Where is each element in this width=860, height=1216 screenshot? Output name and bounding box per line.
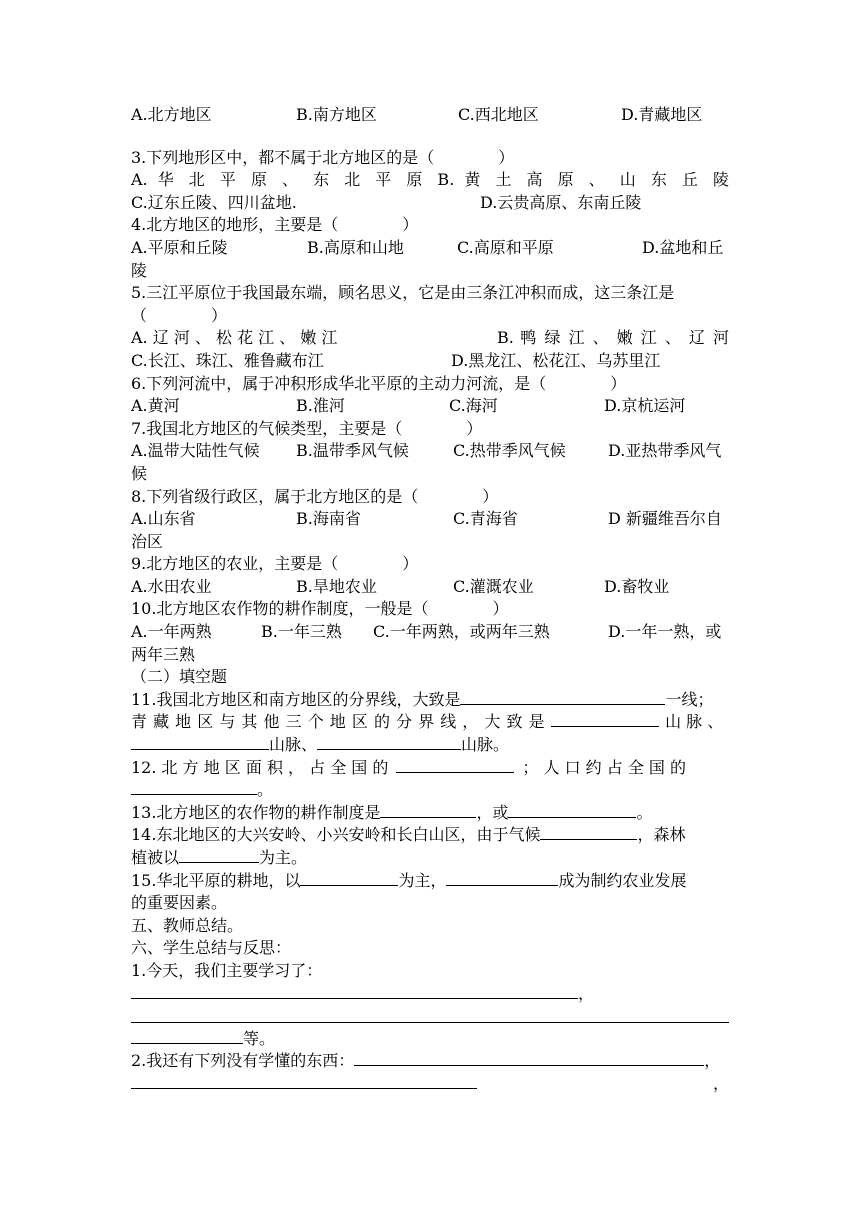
summary-1-line-3 — [131, 1028, 729, 1051]
q11-text-b: 一线； — [665, 689, 714, 709]
q11-text-a: 11.我国北方地区和南方地区的分界线，大致是 — [131, 689, 461, 709]
q11-text-f: 山脉。 — [461, 735, 510, 755]
summary-1-end: 等。 — [243, 1028, 276, 1048]
q3-options-cd — [131, 192, 729, 215]
q12-text-a: 12. 北 方 地 区 面 积 ， 占 全 国 的 — [131, 757, 389, 777]
q8-option-b: B.海南省 — [296, 509, 361, 529]
summary-1-stem: 1.今天，我们主要学习了： — [131, 960, 323, 980]
q4-option-c: C.高原和平原 — [457, 237, 554, 257]
q11-blank-1[interactable] — [460, 689, 665, 705]
q4-wrap: 陵 — [131, 260, 148, 280]
summary-1-blank-3[interactable] — [131, 1028, 243, 1044]
q9-option-c: C.灌溉农业 — [453, 576, 534, 596]
q15-blank-1[interactable] — [300, 870, 398, 886]
q11-line-2 — [131, 711, 729, 734]
q10-option-c: C.一年两熟，或两年三熟 — [373, 622, 550, 642]
worksheet — [131, 104, 729, 1096]
summary-1-comma: ， — [578, 983, 595, 1003]
q13-line — [131, 802, 729, 825]
q11-text-e: 山脉、 — [269, 735, 318, 755]
q9-option-a: A.水田农业 — [131, 576, 212, 596]
q12-text-b: ； 人 口 约 占 全 国 的 — [522, 757, 687, 777]
q10-wrap: 两年三熟 — [131, 644, 196, 664]
q14-blank-1[interactable] — [540, 824, 637, 840]
q6-option-c: C.海河 — [449, 396, 498, 416]
q7-option-b: B.温带季风气候 — [296, 441, 409, 461]
q14-line-2 — [131, 847, 729, 870]
q12-line-2 — [131, 779, 729, 802]
q15-text-b: 为主， — [398, 870, 447, 890]
summary-2-line-1 — [131, 1050, 729, 1073]
q4-option-d: D.盆地和丘 — [642, 237, 724, 257]
q5-options-cd — [131, 350, 729, 373]
q7-option-a: A.温带大陆性气候 — [131, 441, 260, 461]
q5-stem-2: （ ） — [131, 305, 228, 325]
q13-blank-2[interactable] — [508, 802, 636, 818]
q2-option-b: B.南方地区 — [296, 105, 377, 124]
q7-option-c: C.热带季风气候 — [453, 441, 566, 461]
q14-text-a: 14.东北地区的大兴安岭、小兴安岭和长白山区，由于气候 — [131, 825, 541, 845]
q8-option-c: C.青海省 — [453, 509, 518, 529]
q13-text-a: 13.北方地区的农作物的耕作制度是 — [131, 802, 381, 822]
summary-1-line-1 — [131, 983, 729, 1006]
q4-option-b: B.高原和山地 — [307, 237, 404, 257]
q6-options — [131, 395, 729, 418]
q5-option-a: A. 辽 河 、 松 花 江 、 嫩 江 — [131, 328, 338, 348]
q12-line-1 — [131, 757, 729, 780]
q14-text-c: 植被以 — [131, 848, 180, 867]
q11-text-c: 青 藏 地 区 与 其 他 三 个 地 区 的 分 界 线 ， 大 致 是 — [131, 712, 546, 732]
q11-blank-2[interactable] — [551, 711, 659, 727]
q5-stem: 5.三江平原位于我国最东端，顾名思义，它是由三条江冲积而成，这三条江是 — [131, 283, 675, 303]
q10-stem: 10.北方地区农作物的耕作制度，一般是（ ） — [131, 599, 509, 619]
q13-blank-1[interactable] — [380, 802, 476, 818]
q15-blank-2[interactable] — [446, 870, 558, 886]
summary-2-stem: 2.我还有下列没有学懂的东西： — [131, 1051, 355, 1071]
q15-line-1 — [131, 870, 729, 893]
q6-stem: 6.下列河流中，属于冲积形成华北平原的主动力河流，是（ ） — [131, 373, 627, 393]
q5-options-ab — [131, 327, 729, 350]
q14-text-d: 为主。 — [259, 848, 308, 867]
q6-option-a: A.黄河 — [131, 396, 180, 416]
q8-options — [131, 508, 729, 531]
q8-option-a: A.山东省 — [131, 509, 196, 529]
q5-option-b: B. 鸭 绿 江 、 嫩 江 、 辽 河 — [497, 328, 729, 348]
q14-text-b: ，森林 — [637, 825, 686, 845]
section-fill-heading: （二）填空题 — [131, 667, 228, 687]
q2-option-c: C.西北地区 — [458, 105, 539, 124]
q2-option-a: A.北方地区 — [131, 105, 212, 124]
q7-option-d: D.亚热带季风气 — [608, 441, 722, 461]
q10-option-b: B.一年三熟 — [261, 622, 342, 642]
q5-option-c: C.长江、珠江、雅鲁藏布江 — [131, 350, 324, 370]
q9-option-d: D.畜牧业 — [604, 576, 670, 596]
section-5: 五、教师总结。 — [131, 915, 244, 935]
q11-blank-3[interactable] — [131, 734, 269, 750]
q8-option-d: D 新疆维吾尔自 — [608, 509, 722, 529]
q4-stem: 4.北方地区的地形，主要是（ ） — [131, 215, 419, 235]
q2-option-d: D.青藏地区 — [621, 105, 703, 124]
q14-line-1 — [131, 824, 729, 847]
summary-1-blank-1[interactable] — [131, 983, 578, 999]
q7-options — [131, 440, 729, 463]
q15-text-c: 成为制约农业发展 — [558, 870, 687, 890]
q10-options — [131, 621, 729, 644]
q4-options — [131, 237, 729, 260]
q11-text-d: 山 脉 、 — [665, 712, 724, 732]
q13-text-b: ，或 — [476, 802, 509, 822]
summary-1-line-2 — [131, 1005, 729, 1028]
summary-1-blank-2[interactable] — [131, 1005, 729, 1023]
summary-2-blank-2[interactable] — [131, 1073, 477, 1089]
q10-option-a: A.一年两熟 — [131, 622, 212, 642]
q12-blank-2[interactable] — [131, 779, 257, 795]
q5-option-d: D.黑龙江、松花江、乌苏里江 — [451, 350, 661, 370]
summary-2-comma-2: ， — [713, 1073, 730, 1093]
q3-stem: 3.下列地形区中，都不属于北方地区的是（ ） — [131, 147, 515, 167]
q11-line-3 — [131, 734, 729, 757]
q9-option-b: B.旱地农业 — [296, 576, 377, 596]
q4-option-a: A.平原和丘陵 — [131, 237, 228, 257]
q7-wrap: 候 — [131, 463, 148, 483]
q6-option-b: B.淮河 — [296, 396, 345, 416]
q9-stem: 9.北方地区的农业，主要是（ ） — [131, 554, 419, 574]
q9-options — [131, 576, 729, 599]
q11-line-1 — [131, 689, 729, 712]
q15-line-2: 的重要因素。 — [131, 893, 228, 913]
summary-2-comma: ， — [704, 1051, 721, 1071]
q8-stem: 8.下列省级行政区，属于北方地区的是（ ） — [131, 486, 499, 506]
q14-blank-2[interactable] — [179, 847, 259, 863]
q3-options-ab: A. 华 北 平 原 、 东 北 平 原 B. 黄 土 高 原 、 山 东 丘 陵 — [131, 170, 729, 190]
q2-options — [131, 104, 729, 127]
q15-text-a: 15.华北平原的耕地，以 — [131, 870, 301, 890]
q7-stem: 7.我国北方地区的气候类型，主要是（ ） — [131, 418, 483, 438]
q3-option-d: D.云贵高原、东南丘陵 — [480, 192, 642, 212]
q12-text-c: 。 — [257, 780, 274, 800]
section-6: 六、学生总结与反思： — [131, 938, 292, 958]
q11-blank-4[interactable] — [317, 734, 461, 750]
q8-wrap: 治区 — [131, 531, 164, 551]
q13-text-c: 。 — [636, 802, 653, 822]
q3-option-c: C.辽东丘陵、四川盆地. — [131, 192, 297, 212]
q10-option-d: D.一年一熟，或 — [608, 622, 722, 642]
summary-2-line-2 — [131, 1073, 729, 1096]
q12-blank-1[interactable] — [396, 757, 514, 773]
q6-option-d: D.京杭运河 — [604, 396, 686, 416]
summary-2-blank-1[interactable] — [354, 1050, 704, 1066]
